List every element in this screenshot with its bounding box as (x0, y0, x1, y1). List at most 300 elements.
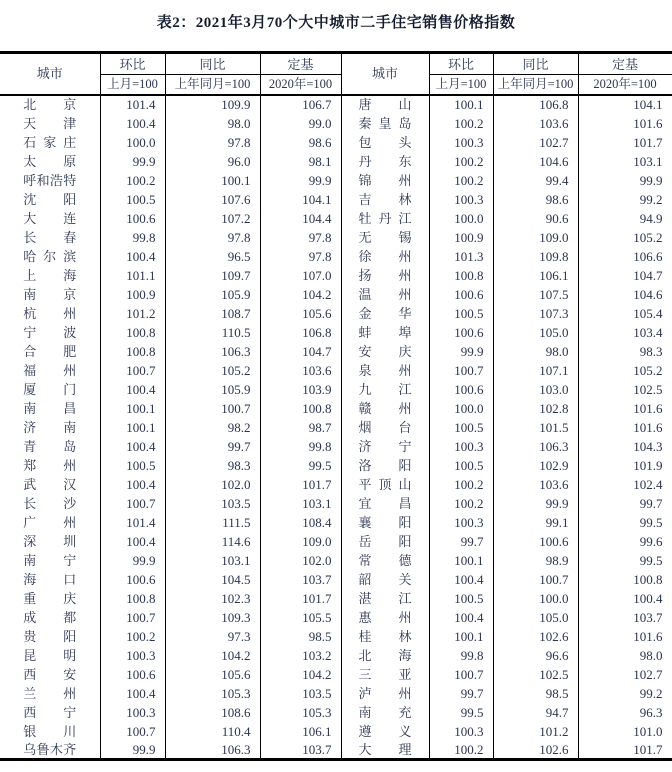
base-value-cell: 101.0 (578, 722, 672, 741)
base-value-cell: 103.9 (260, 380, 341, 399)
mom-value-cell: 100.8 (100, 589, 165, 608)
yoy-value-cell: 110.4 (165, 722, 260, 741)
mom-value-cell: 100.5 (429, 456, 493, 475)
city-cell (0, 247, 100, 266)
base-value-cell: 108.4 (260, 513, 341, 532)
page-title: 表2：2021年3月70个大中城市二手住宅销售价格指数 (156, 15, 516, 31)
city-cell (0, 323, 100, 342)
city-name: 烟台 (358, 419, 412, 435)
mom-value-cell: 100.3 (429, 190, 493, 209)
base-value-cell: 94.9 (578, 209, 672, 228)
city-cell (0, 665, 100, 684)
city-cell (0, 285, 100, 304)
header-base-left: 定基 (260, 53, 341, 75)
city-cell (341, 741, 429, 760)
table-row (0, 665, 672, 684)
mom-value-cell: 100.0 (429, 399, 493, 418)
base-value-cell: 103.1 (578, 152, 672, 171)
yoy-value-cell: 99.4 (493, 171, 578, 190)
city-cell (0, 133, 100, 152)
city-cell (0, 209, 100, 228)
yoy-value-cell: 103.5 (165, 494, 260, 513)
mom-value-cell: 101.1 (100, 266, 165, 285)
city-cell (341, 190, 429, 209)
mom-value-cell: 100.4 (100, 684, 165, 703)
base-value-cell: 103.6 (260, 361, 341, 380)
yoy-value-cell: 104.5 (165, 570, 260, 589)
header-row-groups (0, 53, 672, 75)
table-row (0, 171, 672, 190)
mom-value-cell: 101.2 (100, 304, 165, 323)
yoy-value-cell: 96.0 (165, 152, 260, 171)
mom-value-cell: 99.8 (429, 646, 493, 665)
base-value-cell: 103.4 (578, 323, 672, 342)
city-name: 牡丹江 (358, 210, 412, 226)
city-name: 三亚 (358, 666, 412, 682)
table-row (0, 190, 672, 209)
city-name: 北京 (23, 97, 77, 112)
base-value-cell: 98.0 (578, 646, 672, 665)
base-value-cell: 101.7 (578, 133, 672, 152)
yoy-value-cell: 102.7 (493, 133, 578, 152)
base-value-cell: 101.9 (578, 456, 672, 475)
yoy-value-cell: 102.6 (493, 741, 578, 760)
yoy-value-cell: 98.6 (493, 190, 578, 209)
mom-value-cell: 100.2 (429, 152, 493, 171)
yoy-value-cell: 105.0 (493, 608, 578, 627)
header-mom-base-left: 上月=100 (100, 75, 165, 95)
city-cell (0, 114, 100, 133)
table-row (0, 570, 672, 589)
yoy-value-cell: 105.9 (165, 285, 260, 304)
city-cell (0, 361, 100, 380)
mom-value-cell: 100.9 (429, 228, 493, 247)
yoy-value-cell: 108.6 (165, 703, 260, 722)
yoy-value-cell: 103.1 (165, 551, 260, 570)
city-cell (341, 285, 429, 304)
base-value-cell: 103.1 (260, 494, 341, 513)
mom-value-cell: 100.2 (100, 171, 165, 190)
city-cell (0, 475, 100, 494)
base-value-cell: 102.5 (578, 380, 672, 399)
mom-value-cell: 99.9 (100, 741, 165, 760)
base-value-cell: 99.7 (578, 494, 672, 513)
city-name: 哈尔滨 (23, 248, 77, 264)
yoy-value-cell: 102.6 (493, 627, 578, 646)
base-value-cell: 104.6 (578, 285, 672, 304)
table-row (0, 247, 672, 266)
city-name: 福州 (23, 362, 77, 378)
mom-value-cell: 100.3 (429, 513, 493, 532)
city-cell (341, 665, 429, 684)
mom-value-cell: 100.7 (429, 361, 493, 380)
city-name: 昆明 (23, 647, 77, 663)
city-name: 锦州 (358, 172, 412, 188)
yoy-value-cell: 110.5 (165, 323, 260, 342)
yoy-value-cell: 111.5 (165, 513, 260, 532)
mom-value-cell: 100.2 (429, 114, 493, 133)
base-value-cell: 99.6 (578, 532, 672, 551)
mom-value-cell: 100.4 (100, 475, 165, 494)
city-cell (341, 114, 429, 133)
yoy-value-cell: 100.6 (493, 532, 578, 551)
mom-value-cell: 99.7 (429, 532, 493, 551)
city-cell (0, 589, 100, 608)
city-name: 郑州 (23, 457, 77, 473)
table-row (0, 209, 672, 228)
yoy-value-cell: 103.0 (493, 380, 578, 399)
city-cell (341, 228, 429, 247)
city-name: 杭州 (23, 305, 77, 321)
city-cell (341, 437, 429, 456)
city-cell (0, 95, 100, 114)
yoy-value-cell: 102.0 (165, 475, 260, 494)
table-row (0, 304, 672, 323)
city-cell (0, 570, 100, 589)
city-name: 上海 (23, 267, 77, 283)
mom-value-cell: 99.7 (429, 684, 493, 703)
base-value-cell: 104.1 (260, 190, 341, 209)
mom-value-cell: 99.8 (100, 228, 165, 247)
city-name: 丹东 (358, 153, 412, 169)
city-cell (0, 741, 100, 760)
base-value-cell: 105.2 (578, 228, 672, 247)
city-cell (341, 494, 429, 513)
yoy-value-cell: 97.8 (165, 133, 260, 152)
base-value-cell: 100.8 (260, 399, 341, 418)
city-name: 成都 (23, 609, 77, 625)
city-name: 徐州 (358, 248, 412, 264)
mom-value-cell: 100.8 (100, 342, 165, 361)
table-row (0, 399, 672, 418)
yoy-value-cell: 98.0 (165, 114, 260, 133)
city-name: 贵阳 (23, 628, 77, 644)
city-name: 西安 (23, 666, 77, 682)
city-cell (341, 532, 429, 551)
mom-value-cell: 100.6 (429, 380, 493, 399)
city-name: 蚌埠 (358, 324, 412, 340)
header-mom-right: 环比 (429, 53, 493, 75)
yoy-value-cell: 106.8 (493, 95, 578, 114)
mom-value-cell: 100.9 (100, 285, 165, 304)
yoy-value-cell: 114.6 (165, 532, 260, 551)
table-row (0, 475, 672, 494)
city-cell (0, 608, 100, 627)
mom-value-cell: 101.3 (429, 247, 493, 266)
table-row (0, 323, 672, 342)
mom-value-cell: 100.5 (429, 589, 493, 608)
yoy-value-cell: 101.2 (493, 722, 578, 741)
city-name: 北海 (358, 647, 412, 663)
yoy-value-cell: 100.7 (165, 399, 260, 418)
base-value-cell: 98.3 (578, 342, 672, 361)
city-cell (0, 722, 100, 741)
mom-value-cell: 100.3 (429, 437, 493, 456)
table-row (0, 684, 672, 703)
base-value-cell: 105.6 (260, 304, 341, 323)
yoy-value-cell: 100.0 (493, 589, 578, 608)
city-cell (0, 380, 100, 399)
city-cell (341, 209, 429, 228)
table-row (0, 380, 672, 399)
city-name: 安庆 (358, 343, 412, 359)
base-value-cell: 101.6 (578, 627, 672, 646)
yoy-value-cell: 105.9 (165, 380, 260, 399)
table-row (0, 133, 672, 152)
base-value-cell: 99.0 (260, 114, 341, 133)
yoy-value-cell: 98.0 (493, 342, 578, 361)
city-name: 唐山 (358, 97, 412, 112)
city-name: 吉林 (358, 191, 412, 207)
base-value-cell: 104.3 (578, 437, 672, 456)
city-cell (341, 551, 429, 570)
mom-value-cell: 100.1 (429, 551, 493, 570)
mom-value-cell: 100.4 (429, 608, 493, 627)
city-cell (0, 266, 100, 285)
header-yoy-base-right: 上年同月=100 (493, 75, 578, 95)
header-city-right: 城市 (341, 53, 429, 95)
city-name: 太原 (23, 153, 77, 169)
mom-value-cell: 100.2 (429, 171, 493, 190)
mom-value-cell: 100.8 (100, 323, 165, 342)
base-value-cell: 103.5 (260, 684, 341, 703)
yoy-value-cell: 106.3 (165, 342, 260, 361)
city-name: 赣州 (358, 400, 412, 416)
city-name: 岳阳 (358, 533, 412, 549)
city-cell (0, 190, 100, 209)
mom-value-cell: 100.6 (100, 665, 165, 684)
base-value-cell: 104.1 (578, 95, 672, 114)
city-name: 温州 (358, 286, 412, 302)
base-value-cell: 98.7 (260, 418, 341, 437)
city-cell (341, 608, 429, 627)
city-cell (0, 152, 100, 171)
city-name: 南充 (358, 704, 412, 720)
table-row (0, 532, 672, 551)
yoy-value-cell: 102.9 (493, 456, 578, 475)
city-name: 韶关 (358, 571, 412, 587)
mom-value-cell: 101.4 (100, 95, 165, 114)
city-cell (341, 399, 429, 418)
mom-value-cell: 100.6 (100, 209, 165, 228)
base-value-cell: 99.9 (260, 171, 341, 190)
city-cell (0, 646, 100, 665)
mom-value-cell: 100.4 (429, 570, 493, 589)
mom-value-cell: 100.4 (100, 437, 165, 456)
city-cell (0, 228, 100, 247)
mom-value-cell: 100.1 (429, 95, 493, 114)
city-cell (0, 399, 100, 418)
base-value-cell: 99.2 (578, 190, 672, 209)
city-name: 宜昌 (358, 495, 412, 511)
table-body (0, 95, 672, 760)
base-value-cell: 105.2 (578, 361, 672, 380)
city-cell (341, 475, 429, 494)
city-cell (0, 532, 100, 551)
base-value-cell: 100.8 (578, 570, 672, 589)
city-name: 无锡 (358, 229, 412, 245)
yoy-value-cell: 107.3 (493, 304, 578, 323)
header-yoy-right: 同比 (493, 53, 578, 75)
city-name: 常德 (358, 552, 412, 568)
yoy-value-cell: 102.8 (493, 399, 578, 418)
yoy-value-cell: 105.2 (165, 361, 260, 380)
yoy-value-cell: 98.2 (165, 418, 260, 437)
base-value-cell: 102.4 (578, 475, 672, 494)
base-value-cell: 101.6 (578, 399, 672, 418)
table-row (0, 228, 672, 247)
city-name: 兰州 (23, 685, 77, 701)
base-value-cell: 103.7 (578, 608, 672, 627)
table-row (0, 551, 672, 570)
table-row (0, 513, 672, 532)
mom-value-cell: 99.9 (429, 342, 493, 361)
table-row (0, 646, 672, 665)
mom-value-cell: 100.4 (100, 532, 165, 551)
mom-value-cell: 100.3 (429, 133, 493, 152)
base-value-cell: 99.5 (578, 551, 672, 570)
mom-value-cell: 100.3 (100, 646, 165, 665)
city-cell (341, 722, 429, 741)
table-row (0, 114, 672, 133)
city-cell (0, 551, 100, 570)
yoy-value-cell: 107.5 (493, 285, 578, 304)
header-base-base-right: 2020年=100 (578, 75, 672, 95)
base-value-cell: 98.1 (260, 152, 341, 171)
yoy-value-cell: 94.7 (493, 703, 578, 722)
mom-value-cell: 101.4 (100, 513, 165, 532)
city-cell (0, 171, 100, 190)
base-value-cell: 101.7 (260, 475, 341, 494)
city-cell (0, 304, 100, 323)
city-cell (341, 304, 429, 323)
yoy-value-cell: 103.6 (493, 475, 578, 494)
city-name: 银川 (23, 723, 77, 739)
mom-value-cell: 100.1 (100, 418, 165, 437)
yoy-value-cell: 90.6 (493, 209, 578, 228)
yoy-value-cell: 105.3 (165, 684, 260, 703)
city-cell (341, 570, 429, 589)
yoy-value-cell: 96.5 (165, 247, 260, 266)
city-name: 武汉 (23, 476, 77, 492)
yoy-value-cell: 102.5 (493, 665, 578, 684)
city-name: 乌鲁木齐 (23, 741, 77, 757)
base-value-cell: 98.5 (260, 627, 341, 646)
city-name: 南宁 (23, 552, 77, 568)
header-yoy-base-left: 上年同月=100 (165, 75, 260, 95)
city-name: 西宁 (23, 704, 77, 720)
table-row (0, 627, 672, 646)
yoy-value-cell: 99.1 (493, 513, 578, 532)
city-name: 宁波 (23, 324, 77, 340)
header-city-left: 城市 (0, 53, 100, 95)
yoy-value-cell: 108.7 (165, 304, 260, 323)
table-row (0, 437, 672, 456)
mom-value-cell: 100.2 (429, 494, 493, 513)
yoy-value-cell: 109.9 (165, 95, 260, 114)
city-name: 金华 (358, 305, 412, 321)
base-value-cell: 101.6 (578, 114, 672, 133)
yoy-value-cell: 98.9 (493, 551, 578, 570)
city-name: 厦门 (23, 381, 77, 397)
base-value-cell: 103.7 (260, 570, 341, 589)
mom-value-cell: 99.9 (100, 152, 165, 171)
yoy-value-cell: 104.2 (165, 646, 260, 665)
city-name: 深圳 (23, 533, 77, 549)
city-cell (341, 513, 429, 532)
yoy-value-cell: 97.8 (165, 228, 260, 247)
city-name: 泉州 (358, 362, 412, 378)
city-cell (341, 627, 429, 646)
yoy-value-cell: 107.2 (165, 209, 260, 228)
mom-value-cell: 100.6 (429, 323, 493, 342)
city-name: 合肥 (23, 343, 77, 359)
city-cell (0, 513, 100, 532)
base-value-cell: 102.0 (260, 551, 341, 570)
mom-value-cell: 100.5 (100, 190, 165, 209)
header-mom-left: 环比 (100, 53, 165, 75)
base-value-cell: 106.1 (260, 722, 341, 741)
mom-value-cell: 100.1 (429, 627, 493, 646)
city-name: 扬州 (358, 267, 412, 283)
city-cell (341, 418, 429, 437)
table-row (0, 152, 672, 171)
table-row (0, 608, 672, 627)
city-name: 平顶山 (358, 476, 412, 492)
base-value-cell: 101.7 (260, 589, 341, 608)
city-cell (341, 380, 429, 399)
city-cell (341, 133, 429, 152)
base-value-cell: 99.5 (260, 456, 341, 475)
mom-value-cell: 100.6 (100, 570, 165, 589)
city-cell (341, 247, 429, 266)
mom-value-cell: 100.4 (100, 114, 165, 133)
base-value-cell: 104.2 (260, 285, 341, 304)
city-name: 济南 (23, 419, 77, 435)
city-cell (0, 684, 100, 703)
base-value-cell: 109.0 (260, 532, 341, 551)
yoy-value-cell: 104.6 (493, 152, 578, 171)
table-row (0, 722, 672, 741)
mom-value-cell: 100.5 (429, 418, 493, 437)
city-cell (341, 152, 429, 171)
table-row (0, 95, 672, 114)
table-row (0, 361, 672, 380)
base-value-cell: 96.3 (578, 703, 672, 722)
city-name: 泸州 (358, 685, 412, 701)
base-value-cell: 106.8 (260, 323, 341, 342)
base-value-cell: 102.7 (578, 665, 672, 684)
city-name: 长沙 (23, 495, 77, 511)
city-name: 天津 (23, 115, 77, 131)
mom-value-cell: 100.7 (429, 665, 493, 684)
yoy-value-cell: 100.7 (493, 570, 578, 589)
base-value-cell: 106.6 (578, 247, 672, 266)
yoy-value-cell: 99.9 (493, 494, 578, 513)
city-name: 南京 (23, 286, 77, 302)
city-cell (341, 456, 429, 475)
yoy-value-cell: 96.6 (493, 646, 578, 665)
table-header (0, 53, 672, 95)
city-cell (0, 494, 100, 513)
city-name: 大理 (358, 741, 412, 757)
base-value-cell: 97.8 (260, 228, 341, 247)
mom-value-cell: 100.2 (429, 741, 493, 760)
city-name: 沈阳 (23, 191, 77, 207)
yoy-value-cell: 102.3 (165, 589, 260, 608)
yoy-value-cell: 105.0 (493, 323, 578, 342)
city-name: 呼和浩特 (23, 172, 77, 188)
